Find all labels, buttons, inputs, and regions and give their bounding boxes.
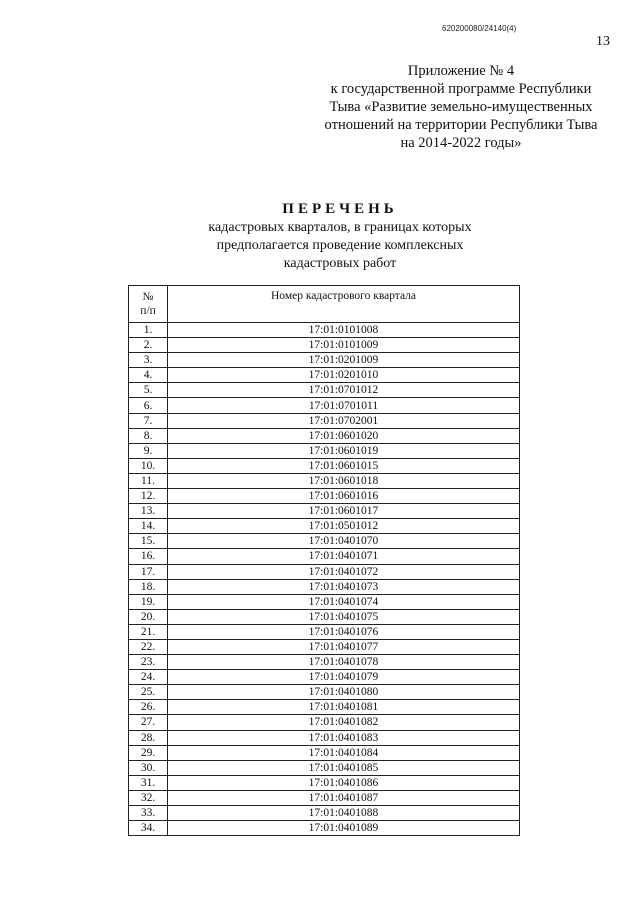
- cadastral-quarters-table: [128, 285, 520, 836]
- row-cadastral-number: 17:01:0401075: [168, 609, 520, 624]
- table-row: [129, 685, 520, 700]
- table-row: [129, 443, 520, 458]
- table-row: [129, 473, 520, 488]
- appendix-line: Тыва «Развитие земельно-имущественных: [329, 99, 593, 115]
- table-row: [129, 413, 520, 428]
- row-number: 10.: [129, 458, 168, 473]
- table-row: [129, 624, 520, 639]
- row-number: 27.: [129, 715, 168, 730]
- row-cadastral-number: 17:01:0401077: [168, 639, 520, 654]
- row-cadastral-number: 17:01:0401081: [168, 700, 520, 715]
- table-row: [129, 368, 520, 383]
- table-row: [129, 564, 520, 579]
- header-number-line1: №: [142, 291, 154, 303]
- row-number: 19.: [129, 594, 168, 609]
- table-header-row: [129, 286, 520, 323]
- table-row: [129, 730, 520, 745]
- table-row: [129, 594, 520, 609]
- row-cadastral-number: 17:01:0401074: [168, 594, 520, 609]
- row-number: 25.: [129, 685, 168, 700]
- table-row: [129, 745, 520, 760]
- row-cadastral-number: 17:01:0401072: [168, 564, 520, 579]
- table-row: [129, 670, 520, 685]
- row-cadastral-number: 17:01:0401085: [168, 760, 520, 775]
- document-subtitle: [150, 219, 530, 273]
- table-row: [129, 489, 520, 504]
- row-number: 29.: [129, 745, 168, 760]
- row-number: 16.: [129, 549, 168, 564]
- table-row: [129, 790, 520, 805]
- row-cadastral-number: 17:01:0401088: [168, 806, 520, 821]
- row-cadastral-number: 17:01:0401080: [168, 685, 520, 700]
- row-cadastral-number: 17:01:0101008: [168, 323, 520, 338]
- row-cadastral-number: 17:01:0401071: [168, 549, 520, 564]
- row-number: 4.: [129, 368, 168, 383]
- table-row: [129, 383, 520, 398]
- appendix-line: отношений на территории Республики Тыва: [324, 117, 598, 133]
- row-number: 9.: [129, 443, 168, 458]
- row-cadastral-number: 17:01:0701011: [168, 398, 520, 413]
- table-body: [129, 323, 520, 836]
- row-cadastral-number: 17:01:0201009: [168, 353, 520, 368]
- subtitle-line: кадастровых кварталов, в границах которых: [208, 220, 472, 235]
- table-row: [129, 338, 520, 353]
- row-number: 34.: [129, 821, 168, 836]
- appendix-line: Приложение № 4: [407, 63, 515, 79]
- row-number: 17.: [129, 564, 168, 579]
- row-cadastral-number: 17:01:0601019: [168, 443, 520, 458]
- table-row: [129, 655, 520, 670]
- row-cadastral-number: 17:01:0601017: [168, 504, 520, 519]
- row-number: 11.: [129, 473, 168, 488]
- row-cadastral-number: 17:01:0601016: [168, 489, 520, 504]
- row-cadastral-number: 17:01:0401083: [168, 730, 520, 745]
- row-number: 6.: [129, 398, 168, 413]
- table-row: [129, 715, 520, 730]
- row-number: 20.: [129, 609, 168, 624]
- table-row: [129, 639, 520, 654]
- table-row: [129, 549, 520, 564]
- row-number: 2.: [129, 338, 168, 353]
- table-row: [129, 806, 520, 821]
- appendix-line: на 2014-2022 годы»: [400, 135, 522, 151]
- document-title: ПЕРЕЧЕНЬ: [282, 201, 398, 217]
- table-row: [129, 534, 520, 549]
- row-number: 18.: [129, 579, 168, 594]
- row-cadastral-number: 17:01:0401070: [168, 534, 520, 549]
- table-row: [129, 458, 520, 473]
- table-row: [129, 504, 520, 519]
- table-row: [129, 609, 520, 624]
- table-row: [129, 428, 520, 443]
- row-number: 26.: [129, 700, 168, 715]
- document-id: 620200080/24140(4): [442, 24, 517, 33]
- row-cadastral-number: 17:01:0401073: [168, 579, 520, 594]
- row-number: 31.: [129, 775, 168, 790]
- table-row: [129, 760, 520, 775]
- row-cadastral-number: 17:01:0701012: [168, 383, 520, 398]
- row-number: 13.: [129, 504, 168, 519]
- row-cadastral-number: 17:01:0401089: [168, 821, 520, 836]
- row-number: 1.: [129, 323, 168, 338]
- row-cadastral-number: 17:01:0401086: [168, 775, 520, 790]
- row-cadastral-number: 17:01:0201010: [168, 368, 520, 383]
- row-number: 12.: [129, 489, 168, 504]
- row-cadastral-number: 17:01:0401079: [168, 670, 520, 685]
- table-row: [129, 353, 520, 368]
- row-number: 5.: [129, 383, 168, 398]
- row-number: 21.: [129, 624, 168, 639]
- row-number: 3.: [129, 353, 168, 368]
- table-row: [129, 821, 520, 836]
- row-cadastral-number: 17:01:0401084: [168, 745, 520, 760]
- row-cadastral-number: 17:01:0101009: [168, 338, 520, 353]
- row-cadastral-number: 17:01:0401078: [168, 655, 520, 670]
- row-number: 24.: [129, 670, 168, 685]
- appendix-line: к государственной программе Республики: [330, 81, 592, 97]
- row-cadastral-number: 17:01:0401082: [168, 715, 520, 730]
- header-number: [129, 286, 168, 323]
- header-cadastral-number: Номер кадастрового квартала: [168, 286, 520, 323]
- row-number: 33.: [129, 806, 168, 821]
- subtitle-line: кадастровых работ: [283, 256, 397, 271]
- table-row: [129, 700, 520, 715]
- row-number: 22.: [129, 639, 168, 654]
- table-row: [129, 323, 520, 338]
- row-cadastral-number: 17:01:0702001: [168, 413, 520, 428]
- row-number: 28.: [129, 730, 168, 745]
- row-cadastral-number: 17:01:0601018: [168, 473, 520, 488]
- row-cadastral-number: 17:01:0401087: [168, 790, 520, 805]
- appendix-header: [300, 62, 622, 152]
- header-number-line2: п/п: [140, 305, 156, 317]
- row-number: 32.: [129, 790, 168, 805]
- table-row: [129, 579, 520, 594]
- row-number: 30.: [129, 760, 168, 775]
- row-number: 7.: [129, 413, 168, 428]
- subtitle-line: предполагается проведение комплексных: [216, 238, 464, 253]
- row-number: 15.: [129, 534, 168, 549]
- row-number: 14.: [129, 519, 168, 534]
- row-number: 8.: [129, 428, 168, 443]
- page-number: 13: [596, 34, 610, 49]
- table-row: [129, 398, 520, 413]
- row-cadastral-number: 17:01:0601015: [168, 458, 520, 473]
- row-cadastral-number: 17:01:0501012: [168, 519, 520, 534]
- table-row: [129, 775, 520, 790]
- row-number: 23.: [129, 655, 168, 670]
- row-cadastral-number: 17:01:0401076: [168, 624, 520, 639]
- row-cadastral-number: 17:01:0601020: [168, 428, 520, 443]
- table-row: [129, 519, 520, 534]
